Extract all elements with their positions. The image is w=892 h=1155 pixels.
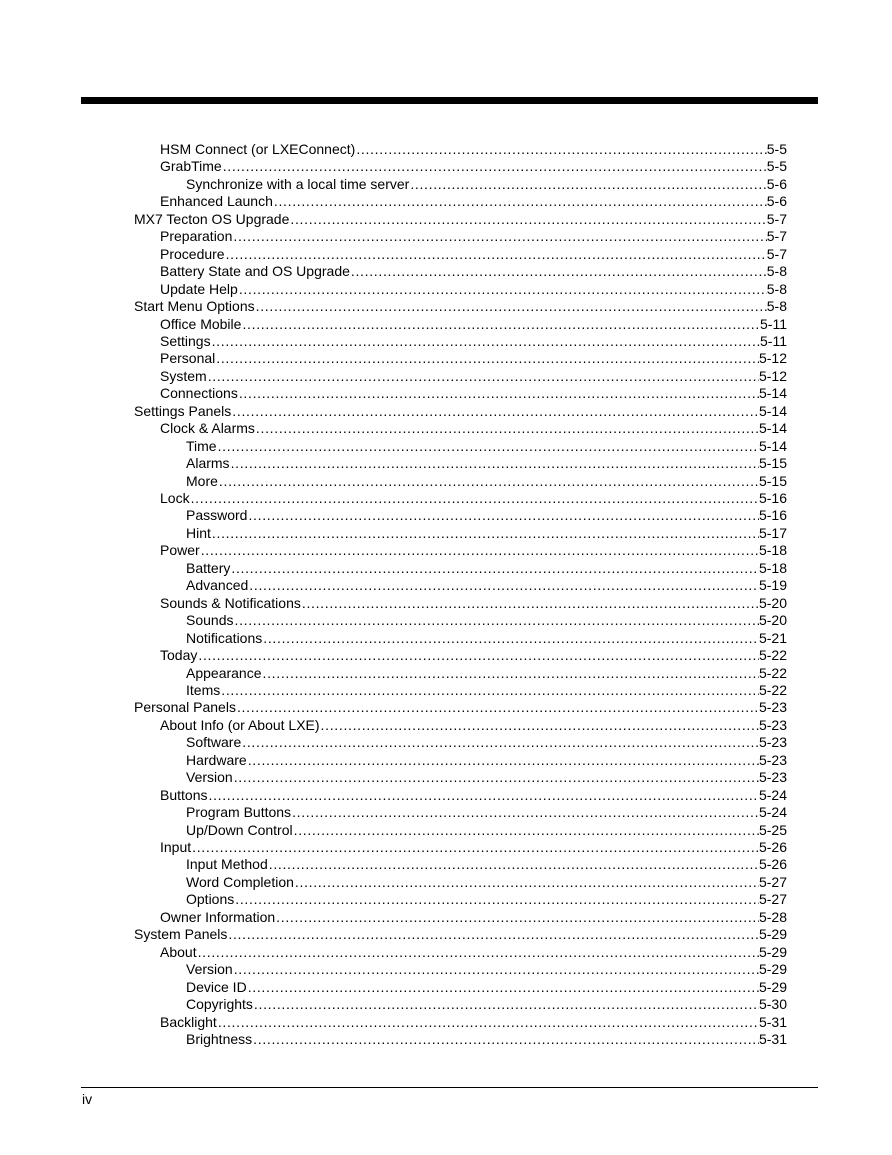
- toc-entry[interactable]: [134, 403, 787, 421]
- toc-entry[interactable]: [160, 420, 787, 438]
- toc-entry[interactable]: [160, 350, 787, 368]
- toc-entry[interactable]: [134, 699, 787, 717]
- toc-entry-title: About: [160, 943, 197, 960]
- toc-entry[interactable]: [186, 734, 787, 752]
- toc-entry-page: 5-15: [758, 472, 787, 489]
- toc-entry[interactable]: [160, 246, 787, 264]
- toc-dot-leader: [248, 979, 759, 997]
- toc-entry-page: 5-19: [758, 577, 787, 594]
- toc-entry-page: 5-8: [766, 298, 787, 315]
- toc-dot-leader: [356, 141, 766, 159]
- toc-entry[interactable]: [186, 473, 787, 491]
- toc-entry[interactable]: [186, 630, 787, 648]
- toc-entry-title: System Panels: [134, 926, 228, 943]
- toc-dot-leader: [223, 158, 767, 176]
- toc-entry-page: 5-21: [758, 629, 787, 646]
- toc-entry-page: 5-27: [758, 891, 787, 908]
- toc-dot-leader: [192, 839, 759, 857]
- toc-entry-page: 5-6: [766, 175, 787, 192]
- toc-entry-title: Brightness: [186, 1030, 253, 1047]
- toc-entry-title: Version: [186, 961, 233, 978]
- toc-dot-leader: [208, 787, 758, 805]
- toc-entry[interactable]: [160, 647, 787, 665]
- toc-dot-leader: [269, 856, 759, 874]
- toc-entry[interactable]: [160, 228, 787, 246]
- toc-entry[interactable]: [186, 804, 787, 822]
- toc-entry-page: 5-14: [758, 385, 787, 402]
- toc-dot-leader: [242, 734, 759, 752]
- toc-dot-leader: [263, 665, 759, 683]
- toc-entry-page: 5-29: [758, 926, 787, 943]
- toc-entry-title: Hardware: [186, 751, 247, 768]
- toc-entry-title: Hint: [186, 524, 211, 541]
- toc-entry-page: 5-8: [766, 280, 787, 297]
- toc-entry[interactable]: [160, 1014, 787, 1032]
- toc-entry[interactable]: [160, 333, 787, 351]
- toc-dot-leader: [249, 577, 759, 595]
- toc-dot-leader: [302, 595, 759, 613]
- toc-entry-page: 5-22: [758, 647, 787, 664]
- toc-dot-leader: [231, 455, 759, 473]
- toc-dot-leader: [226, 246, 767, 264]
- toc-entry-page: 5-17: [758, 524, 787, 541]
- toc-entry-title: Backlight: [160, 1013, 217, 1030]
- toc-entry-title: Program Buttons: [186, 804, 292, 821]
- toc-entry[interactable]: [186, 176, 787, 194]
- toc-dot-leader: [198, 944, 759, 962]
- toc-entry[interactable]: [186, 577, 787, 595]
- toc-dot-leader: [208, 368, 759, 386]
- toc-entry-title: Preparation: [160, 228, 233, 245]
- toc-entry-page: 5-18: [758, 559, 787, 576]
- toc-entry[interactable]: [186, 507, 787, 525]
- toc-entry-page: 5-23: [758, 716, 787, 733]
- toc-entry-title: System: [160, 367, 207, 384]
- toc-entry-title: Start Menu Options: [134, 298, 255, 315]
- toc-entry-title: Sounds & Notifications: [160, 594, 301, 611]
- toc-entry-page: 5-27: [758, 873, 787, 890]
- toc-dot-leader: [248, 752, 759, 770]
- toc-dot-leader: [218, 438, 759, 456]
- toc-entry-page: 5-24: [758, 804, 787, 821]
- toc-entry-title: Office Mobile: [160, 315, 242, 332]
- toc-dot-leader: [233, 228, 766, 246]
- toc-entry-title: Word Completion: [186, 873, 294, 890]
- toc-entry-title: Appearance: [186, 664, 262, 681]
- toc-entry-title: GrabTime: [160, 158, 222, 175]
- toc-dot-leader: [295, 874, 759, 892]
- toc-entry-page: 5-7: [766, 245, 787, 262]
- toc-entry-page: 5-6: [766, 193, 787, 210]
- toc-entry[interactable]: [186, 612, 787, 630]
- toc-entry-page: 5-20: [758, 594, 787, 611]
- toc-entry[interactable]: [160, 839, 787, 857]
- toc-entry[interactable]: [186, 961, 787, 979]
- toc-entry-page: 5-30: [758, 996, 787, 1013]
- toc-entry-title: MX7 Tecton OS Upgrade: [134, 210, 290, 227]
- toc-dot-leader: [218, 1014, 759, 1032]
- toc-entry-title: Lock: [160, 490, 190, 506]
- toc-entry[interactable]: [186, 455, 787, 473]
- toc-entry-page: 5-14: [758, 402, 787, 419]
- toc-entry[interactable]: [160, 944, 787, 962]
- toc-dot-leader: [198, 647, 759, 665]
- toc-dot-leader: [292, 804, 759, 822]
- toc-entry[interactable]: [186, 979, 787, 997]
- toc-entry[interactable]: [186, 769, 787, 787]
- toc-dot-leader: [201, 542, 759, 560]
- toc-entry[interactable]: [160, 717, 787, 735]
- toc-entry-title: Notifications: [186, 629, 263, 646]
- toc-entry-title: Settings Panels: [134, 402, 232, 419]
- toc-entry-page: 5-23: [758, 751, 787, 768]
- toc-entry-title: Input Method: [186, 856, 268, 873]
- toc-dot-leader: [232, 403, 759, 421]
- toc-entry-page: 5-15: [758, 455, 787, 472]
- toc-dot-leader: [216, 350, 759, 368]
- toc-dot-leader: [290, 211, 766, 229]
- toc-entry-title: Battery State and OS Upgrade: [160, 263, 350, 280]
- toc-entry[interactable]: [160, 595, 787, 613]
- toc-entry-title: Clock & Alarms: [160, 420, 255, 437]
- toc-dot-leader: [263, 630, 759, 648]
- toc-dot-leader: [256, 420, 759, 438]
- toc-dot-leader: [212, 525, 759, 543]
- toc-entry-title: Device ID: [186, 978, 247, 995]
- toc-entry[interactable]: [160, 385, 787, 403]
- toc-entry-page: 5-14: [758, 420, 787, 437]
- toc-entry-page: 5-29: [758, 978, 787, 995]
- toc-entry[interactable]: [160, 368, 787, 386]
- toc-entry-page: 5-22: [758, 664, 787, 681]
- toc-entry[interactable]: [186, 856, 787, 874]
- toc-entry-page: 5-23: [758, 699, 787, 716]
- toc-entry[interactable]: [160, 281, 787, 299]
- toc-dot-leader: [234, 612, 758, 630]
- toc-entry-page: 5-29: [758, 961, 787, 978]
- toc-entry[interactable]: [186, 891, 787, 909]
- toc-entry-page: 5-12: [758, 367, 787, 384]
- toc-entry[interactable]: [160, 909, 787, 927]
- toc-entry-page: 5-26: [758, 839, 787, 855]
- toc-entry-page: 5-16: [758, 507, 787, 524]
- toc-entry-page: 5-20: [758, 612, 787, 629]
- toc-entry-page: 5-5: [766, 158, 787, 175]
- toc-dot-leader: [234, 961, 759, 979]
- toc-dot-leader: [253, 1031, 759, 1049]
- toc-entry[interactable]: [160, 316, 787, 334]
- header-rule: [81, 97, 818, 104]
- toc-entry[interactable]: [160, 490, 787, 508]
- toc-entry-page: 5-31: [758, 1013, 787, 1030]
- toc-entry-title: Sounds: [186, 612, 234, 629]
- toc-entry[interactable]: [186, 874, 787, 892]
- toc-entry-title: Battery: [186, 559, 231, 576]
- toc-dot-leader: [256, 298, 767, 316]
- toc-entry-page: 5-26: [758, 856, 787, 873]
- toc-entry-title: Items: [186, 681, 221, 698]
- toc-dot-leader: [221, 682, 759, 700]
- toc-entry-page: 5-16: [758, 490, 787, 506]
- toc-entry-page: 5-22: [758, 681, 787, 698]
- toc-entry[interactable]: [160, 263, 787, 281]
- toc-entry-title: Update Help: [160, 280, 238, 297]
- toc-entry-title: Enhanced Launch: [160, 193, 273, 210]
- toc-dot-leader: [276, 909, 759, 927]
- toc-entry[interactable]: [134, 298, 787, 316]
- toc-entry-title: Power: [160, 542, 200, 559]
- toc-dot-leader: [351, 263, 767, 281]
- toc-entry[interactable]: [186, 1031, 787, 1049]
- toc-entry[interactable]: [186, 682, 787, 700]
- toc-entry-page: 5-29: [758, 943, 787, 960]
- toc-entry-title: Alarms: [186, 455, 230, 472]
- toc-entry-page: 5-23: [758, 734, 787, 751]
- toc-entry-page: 5-8: [766, 263, 787, 280]
- toc-entry-title: Personal Panels: [134, 699, 236, 716]
- toc-entry-page: 5-11: [760, 315, 787, 332]
- toc-dot-leader: [234, 769, 759, 787]
- toc-dot-leader: [274, 193, 767, 211]
- toc-entry[interactable]: [186, 560, 787, 578]
- toc-entry-title: HSM Connect (or LXEConnect): [160, 141, 356, 157]
- toc-entry-title: Connections: [160, 385, 238, 402]
- toc-entry-page: 5-11: [760, 332, 787, 349]
- toc-entry[interactable]: [186, 822, 787, 840]
- toc-entry[interactable]: [186, 438, 787, 456]
- toc-entry-title: Buttons: [160, 786, 208, 803]
- toc-entry[interactable]: [186, 525, 787, 543]
- toc-entry[interactable]: [160, 158, 787, 176]
- toc-entry[interactable]: [160, 787, 787, 805]
- toc-entry-title: Owner Information: [160, 908, 276, 925]
- toc-entry[interactable]: [160, 141, 787, 159]
- toc-dot-leader: [228, 926, 759, 944]
- toc-entry-page: 5-14: [758, 437, 787, 454]
- toc-entry[interactable]: [186, 752, 787, 770]
- toc-entry[interactable]: [134, 211, 787, 229]
- toc-entry[interactable]: [160, 542, 787, 560]
- toc-entry-page: 5-31: [758, 1030, 787, 1047]
- toc-entry-page: 5-7: [766, 228, 787, 245]
- toc-entry-title: Procedure: [160, 245, 225, 262]
- toc-dot-leader: [242, 316, 760, 334]
- toc-entry-title: Password: [186, 507, 248, 524]
- toc-dot-leader: [239, 281, 767, 299]
- toc-dot-leader: [321, 717, 759, 735]
- toc-entry-title: Up/Down Control: [186, 821, 293, 838]
- toc-entry-title: Input: [160, 839, 192, 855]
- toc-dot-leader: [212, 333, 760, 351]
- toc-entry-page: 5-28: [758, 908, 787, 925]
- toc-entry-title: About Info (or About LXE): [160, 716, 320, 733]
- toc-entry[interactable]: [186, 665, 787, 683]
- footer-rule: [81, 1087, 818, 1088]
- footer-page-number: iv: [82, 1091, 93, 1107]
- toc-dot-leader: [235, 891, 759, 909]
- toc-entry[interactable]: [160, 193, 787, 211]
- toc-entry-title: Software: [186, 734, 242, 751]
- toc-entry[interactable]: [134, 926, 787, 944]
- toc-entry-page: 5-7: [766, 210, 787, 227]
- toc-entry-page: 5-25: [758, 821, 787, 838]
- toc-entry-page: 5-23: [758, 769, 787, 786]
- toc-entry-page: 5-12: [758, 350, 787, 367]
- toc-entry-page: 5-5: [766, 141, 787, 157]
- toc-dot-leader: [410, 176, 766, 194]
- toc-entry-title: Advanced: [186, 577, 249, 594]
- toc-dot-leader: [239, 385, 759, 403]
- toc-entry-title: Settings: [160, 332, 211, 349]
- toc-dot-leader: [294, 822, 759, 840]
- toc-entry[interactable]: [186, 996, 787, 1014]
- toc-entry-title: Time: [186, 437, 217, 454]
- toc-entry-title: Today: [160, 647, 198, 664]
- toc-dot-leader: [219, 473, 759, 491]
- toc-dot-leader: [191, 490, 759, 508]
- toc-entry-page: 5-24: [758, 786, 787, 803]
- toc-entry-page: 5-18: [758, 542, 787, 559]
- toc-dot-leader: [237, 699, 759, 717]
- toc-entry-title: Version: [186, 769, 233, 786]
- toc-dot-leader: [248, 507, 759, 525]
- toc-entry-title: Synchronize with a local time server: [186, 175, 410, 192]
- toc-entry-title: Copyrights: [186, 996, 253, 1013]
- toc-dot-leader: [231, 560, 759, 578]
- toc-entry-title: More: [186, 472, 218, 489]
- toc-entry-title: Personal: [160, 350, 216, 367]
- toc-dot-leader: [254, 996, 759, 1014]
- toc-entry-title: Options: [186, 891, 235, 908]
